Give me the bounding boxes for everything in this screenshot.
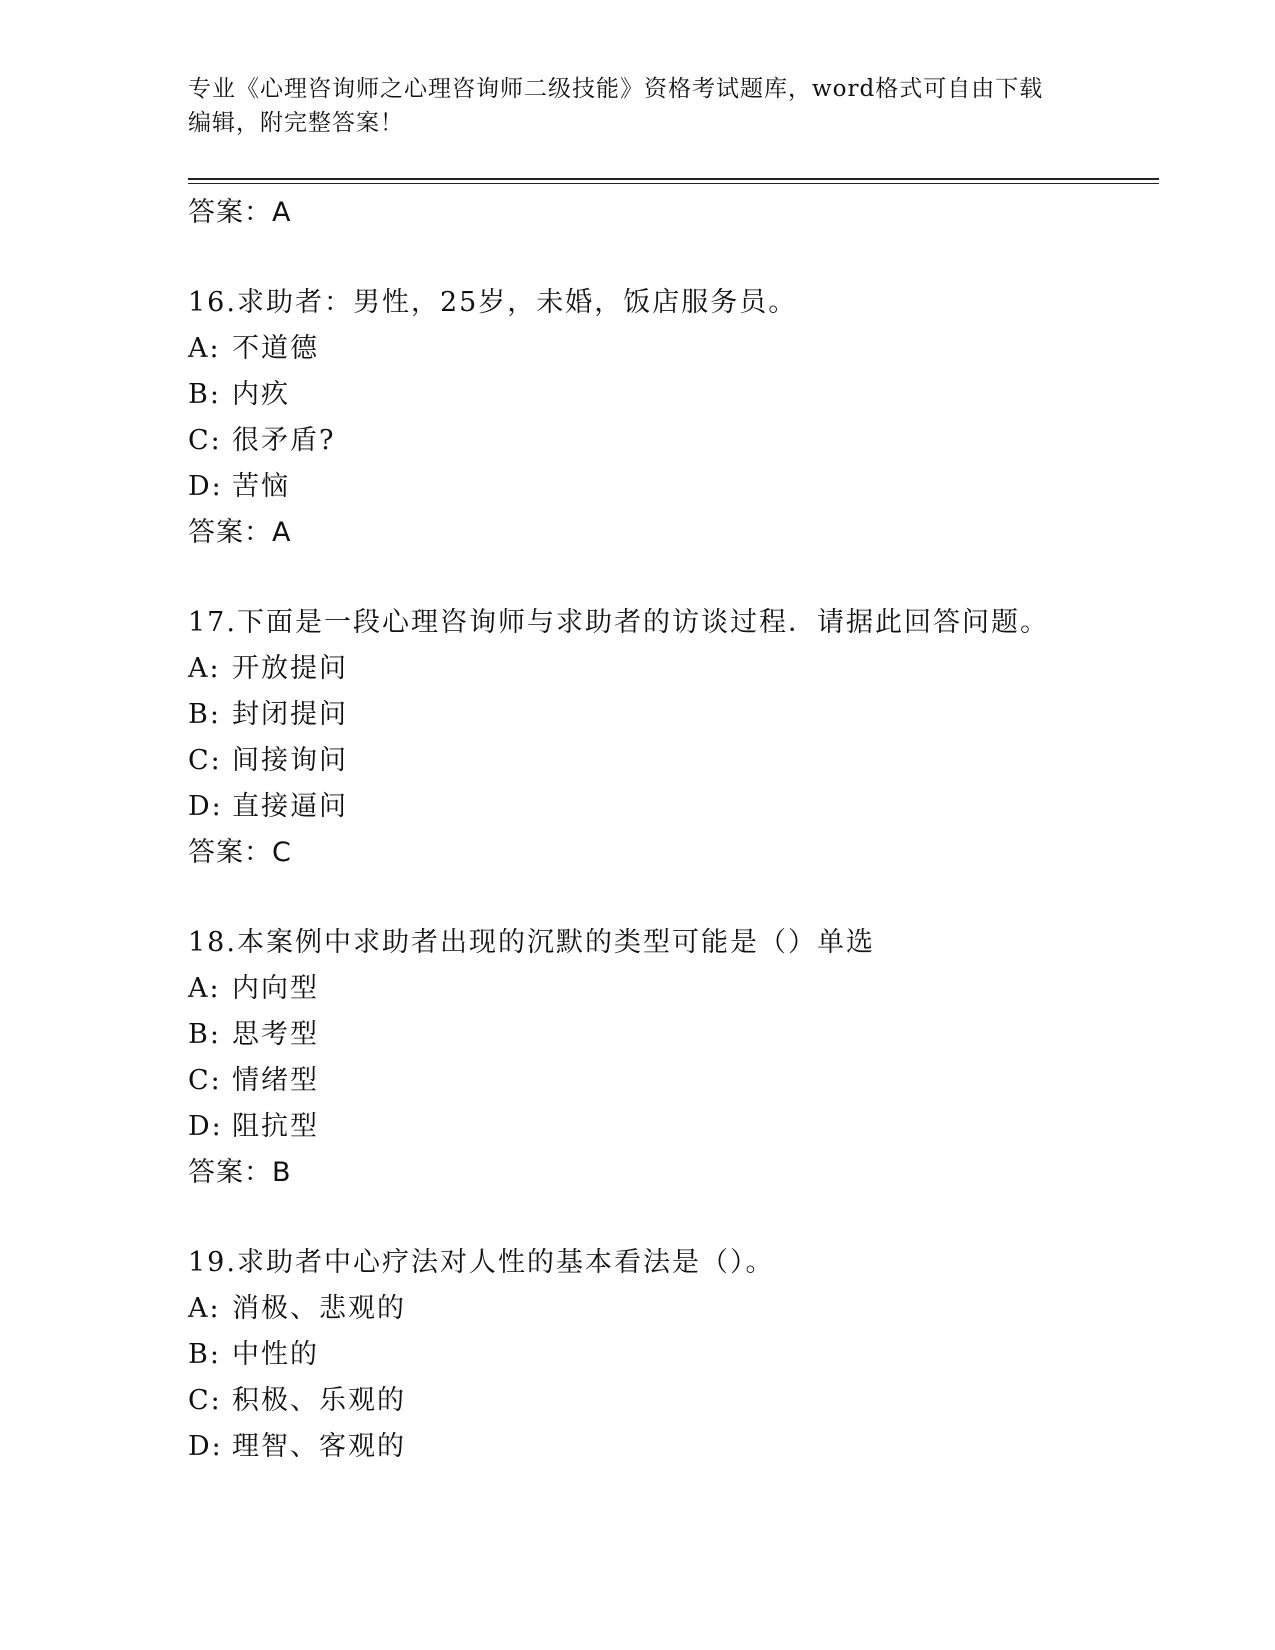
option-text: 不道德	[232, 333, 319, 364]
option-a	[188, 966, 1148, 1012]
option-text: 开放提问	[232, 653, 348, 684]
question-stem: 16.求助者：男性，25岁，未婚，饭店服务员。	[188, 287, 798, 318]
option-label: B:	[188, 699, 221, 730]
question-stem: 18.本案例中求助者出现的沉默的类型可能是（）单选	[188, 927, 875, 958]
question-18	[188, 920, 1148, 1196]
header-divider-thin	[188, 183, 1159, 184]
document-header: 专业《心理咨询师之心理咨询师二级技能》资格考试题库，word格式可自由下载 编辑，附完整答案！	[188, 76, 1044, 136]
option-d	[188, 1104, 1148, 1150]
question-stem: 19.求助者中心疗法对人性的基本看法是（）。	[188, 1247, 775, 1278]
option-a	[188, 646, 1148, 692]
option-text: 积极、乐观的	[232, 1385, 406, 1416]
option-label: C:	[188, 1385, 222, 1416]
option-b	[188, 1012, 1148, 1058]
header-divider-thick	[188, 178, 1159, 180]
option-label: D:	[188, 1111, 223, 1142]
option-b	[188, 372, 1148, 418]
option-text: 理智、客观的	[232, 1431, 406, 1462]
option-label: B:	[188, 1339, 221, 1370]
question-list	[188, 190, 1148, 1470]
option-label: A:	[188, 973, 221, 1004]
option-d	[188, 784, 1148, 830]
option-text: 很矛盾?	[232, 425, 336, 456]
option-text: 思考型	[232, 1019, 319, 1050]
option-b	[188, 1332, 1148, 1378]
option-text: 内疚	[232, 379, 290, 410]
option-a	[188, 326, 1148, 372]
option-d	[188, 1424, 1148, 1470]
option-text: 封闭提问	[232, 699, 348, 730]
option-c	[188, 1378, 1148, 1424]
option-text: 中性的	[232, 1339, 319, 1370]
option-text: 阻抗型	[232, 1111, 319, 1142]
question-16	[188, 280, 1148, 556]
option-label: B:	[188, 379, 221, 410]
question-19	[188, 1240, 1148, 1470]
option-label: D:	[188, 471, 223, 502]
option-a	[188, 1286, 1148, 1332]
option-label: C:	[188, 425, 222, 456]
option-label: D:	[188, 791, 223, 822]
question-17	[188, 600, 1148, 876]
option-text: 内向型	[232, 973, 319, 1004]
option-label: C:	[188, 745, 222, 776]
option-text: 直接逼问	[232, 791, 348, 822]
answer-line: 答案：B	[188, 1157, 292, 1188]
option-label: B:	[188, 1019, 221, 1050]
option-c	[188, 738, 1148, 784]
answer-line: 答案：C	[188, 837, 292, 868]
option-label: C:	[188, 1065, 222, 1096]
option-label: A:	[188, 333, 221, 364]
option-b	[188, 692, 1148, 738]
previous-answer: 答案：A	[188, 197, 292, 228]
answer-line: 答案：A	[188, 517, 292, 548]
option-text: 消极、悲观的	[232, 1293, 406, 1324]
option-label: D:	[188, 1431, 223, 1462]
option-text: 间接询问	[232, 745, 348, 776]
option-text: 苦恼	[232, 471, 290, 502]
option-label: A:	[188, 653, 221, 684]
option-c	[188, 1058, 1148, 1104]
option-text: 情绪型	[232, 1065, 319, 1096]
option-c	[188, 418, 1148, 464]
option-d	[188, 464, 1148, 510]
option-label: A:	[188, 1293, 221, 1324]
question-stem: 17.下面是一段心理咨询师与求助者的访谈过程．请据此回答问题。	[188, 607, 1049, 638]
